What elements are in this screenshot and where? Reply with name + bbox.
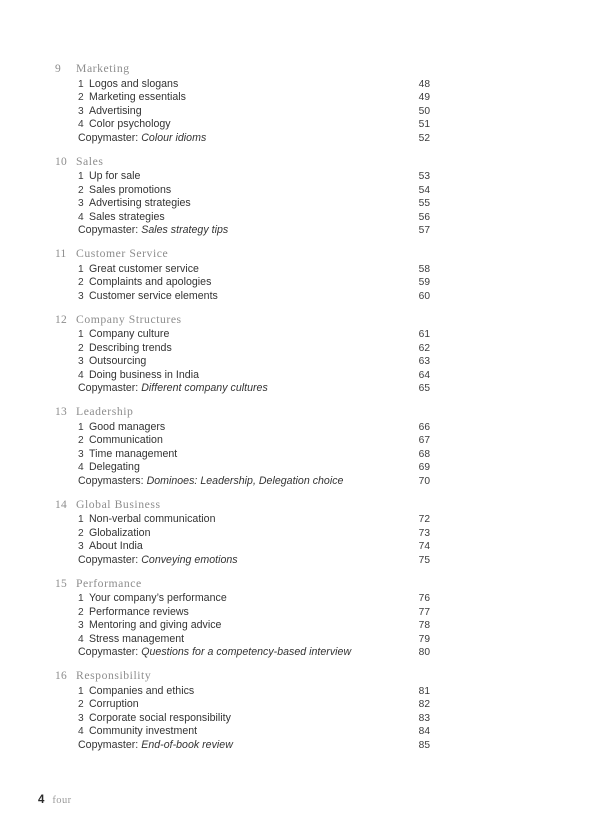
toc-entry-number: 4 — [78, 369, 84, 381]
toc-entry-page-number: 84 — [418, 726, 430, 737]
toc-copymaster-page-number: 65 — [418, 383, 430, 394]
toc-entry-number: 1 — [78, 171, 84, 182]
toc-entry[interactable] — [55, 118, 430, 132]
toc-entry-page-number: 64 — [418, 369, 430, 381]
toc-entry-page-number: 68 — [418, 448, 430, 460]
toc-chapter-heading[interactable] — [55, 247, 430, 261]
toc-copymaster-title: Different company cultures — [141, 382, 268, 394]
toc-entry-page-number: 67 — [418, 435, 430, 446]
toc-copymaster-title: Questions for a competency-based interview — [141, 646, 352, 658]
toc-chapter-number: 10 — [55, 155, 67, 168]
toc-entry[interactable] — [55, 606, 430, 620]
toc-entry-label: Great customer service — [89, 262, 199, 275]
toc-copymaster-prefix: Copymaster: — [78, 646, 142, 658]
toc-entry-label: Globalization — [89, 526, 151, 539]
toc-entry-page-number: 56 — [418, 211, 430, 223]
toc-copymaster-label — [78, 646, 406, 660]
toc-entry[interactable] — [55, 712, 430, 726]
toc-copymaster-label — [78, 382, 406, 396]
toc-entry[interactable] — [55, 685, 430, 699]
toc-entry-label: Delegating — [89, 461, 140, 473]
toc-entry-number: 2 — [78, 342, 84, 354]
toc-copymaster-label — [78, 132, 406, 146]
toc-entry[interactable] — [55, 290, 430, 304]
toc-copymaster-entry[interactable] — [55, 382, 430, 396]
toc-entry-label: Color psychology — [89, 118, 171, 130]
toc-entry[interactable] — [55, 105, 430, 119]
toc-entry-number: 1 — [78, 685, 84, 697]
toc-entry-number: 1 — [78, 329, 84, 340]
toc-chapter — [55, 313, 430, 396]
toc-copymaster-page-number: 70 — [418, 475, 430, 487]
toc-copymaster-prefix: Copymaster: — [78, 553, 142, 566]
toc-chapter-title: Company Structures — [76, 312, 182, 326]
toc-entry[interactable] — [55, 698, 430, 712]
toc-entry[interactable] — [55, 527, 430, 541]
toc-chapter-title: Customer Service — [76, 247, 169, 260]
toc-entry-label: Communication — [89, 434, 163, 446]
toc-entry[interactable] — [55, 170, 430, 184]
toc-chapter-heading[interactable] — [55, 577, 430, 591]
toc-entry-label: Logos and slogans — [89, 77, 179, 90]
toc-entry-page-number: 73 — [418, 527, 430, 539]
toc-entry[interactable] — [55, 369, 430, 383]
toc-entry-page-number: 58 — [418, 263, 430, 275]
toc-entry[interactable] — [55, 91, 430, 105]
toc-chapter-title: Sales — [76, 154, 104, 168]
toc-entry-page-number: 62 — [418, 342, 430, 354]
toc-entry-label: Companies and ethics — [89, 684, 195, 697]
toc-entry-number: 2 — [78, 184, 84, 196]
toc-entry-page-number: 59 — [418, 277, 430, 288]
toc-entry[interactable] — [55, 211, 430, 225]
toc-entry[interactable] — [55, 421, 430, 435]
folio-word: four — [52, 795, 72, 806]
toc-entry-page-number: 49 — [418, 92, 430, 103]
toc-chapter — [55, 155, 430, 238]
toc-copymaster-entry[interactable] — [55, 646, 430, 660]
toc-entry-number: 1 — [78, 514, 84, 525]
toc-entry-number: 3 — [78, 198, 84, 209]
toc-entry-number: 3 — [78, 290, 84, 302]
toc-entry[interactable] — [55, 276, 430, 290]
toc-entry-label: Performance reviews — [89, 605, 189, 618]
toc-chapter — [55, 577, 430, 660]
toc-entry-page-number: 48 — [418, 78, 430, 90]
toc-copymaster-entry[interactable] — [55, 475, 430, 489]
toc-entry-number: 4 — [78, 462, 84, 473]
toc-entry-page-number: 79 — [418, 633, 430, 645]
toc-copymaster-prefix: Copymaster: — [78, 131, 142, 144]
toc-copymaster-entry[interactable] — [55, 132, 430, 146]
toc-chapter-heading[interactable] — [55, 313, 430, 327]
toc-entry-number: 1 — [78, 78, 84, 90]
toc-chapter — [55, 498, 430, 568]
toc-entry[interactable] — [55, 461, 430, 475]
toc-entry[interactable] — [55, 540, 430, 554]
toc-entry-label: Advertising strategies — [89, 197, 191, 209]
toc-entry[interactable] — [55, 263, 430, 277]
toc-entry[interactable] — [55, 434, 430, 448]
toc-entry-number: 3 — [78, 712, 84, 724]
toc-entry-label: Corporate social responsibility — [89, 711, 231, 724]
page-footer — [38, 794, 72, 806]
toc-entry-page-number: 53 — [418, 171, 430, 182]
toc-entry-number: 3 — [78, 620, 84, 631]
toc-entry-label: Time management — [89, 447, 178, 460]
toc-entry-page-number: 61 — [418, 329, 430, 340]
toc-chapter-number: 13 — [55, 406, 67, 418]
toc-copymaster-title: Conveying emotions — [141, 553, 238, 566]
toc-copymaster-entry[interactable] — [55, 554, 430, 568]
toc-copymaster-label — [78, 475, 406, 489]
toc-chapter-heading[interactable] — [55, 155, 430, 169]
toc-copymaster-prefix: Copymaster: — [78, 738, 142, 751]
toc-entry[interactable] — [55, 725, 430, 739]
toc-chapter — [55, 405, 430, 488]
toc-chapter — [55, 669, 430, 752]
toc-entry-label: Good managers — [89, 420, 166, 433]
toc-entry-page-number: 74 — [418, 541, 430, 552]
toc-copymaster-prefix: Copymasters: — [78, 474, 147, 487]
toc-chapter-number: 15 — [55, 577, 67, 590]
toc-chapter-number: 12 — [55, 313, 67, 326]
toc-entry-number: 3 — [78, 541, 84, 552]
toc-entry-number: 3 — [78, 356, 84, 367]
toc-entry-label: Outsourcing — [89, 355, 147, 367]
table-of-contents — [55, 62, 430, 752]
toc-chapter-number: 9 — [55, 63, 61, 75]
toc-chapter-number: 14 — [55, 498, 67, 511]
toc-entry-label: Stress management — [89, 632, 185, 645]
toc-entry-label: Corruption — [89, 698, 139, 710]
toc-entry-page-number: 78 — [418, 620, 430, 631]
toc-entry-number: 2 — [78, 699, 84, 710]
toc-entry-label: Complaints and apologies — [89, 276, 212, 288]
toc-entry[interactable] — [55, 619, 430, 633]
toc-entry-label: About India — [89, 540, 143, 552]
toc-chapter-number: 16 — [55, 670, 67, 682]
toc-entry[interactable] — [55, 448, 430, 462]
toc-entry-number: 1 — [78, 263, 84, 275]
toc-chapter-heading[interactable] — [55, 405, 430, 419]
toc-chapter — [55, 62, 430, 145]
toc-entry-page-number: 60 — [418, 290, 430, 302]
toc-entry-page-number: 63 — [418, 356, 430, 367]
toc-entry-number: 1 — [78, 421, 84, 433]
toc-entry[interactable] — [55, 197, 430, 211]
toc-entry-page-number: 50 — [418, 105, 430, 117]
toc-copymaster-prefix: Copymaster: — [78, 382, 142, 394]
toc-copymaster-title: Colour idioms — [141, 131, 207, 144]
toc-entry-label: Sales promotions — [89, 183, 172, 196]
toc-entry[interactable] — [55, 78, 430, 92]
toc-copymaster-label — [78, 739, 406, 753]
toc-chapter-title: Leadership — [76, 405, 134, 418]
toc-entry-page-number: 51 — [418, 119, 430, 130]
toc-entry-page-number: 81 — [418, 685, 430, 697]
toc-entry-number: 2 — [78, 435, 84, 446]
toc-entry-page-number: 69 — [418, 462, 430, 473]
toc-entry-number: 2 — [78, 527, 84, 539]
toc-entry-number: 4 — [78, 119, 84, 130]
toc-entry-label: Community investment — [89, 725, 198, 737]
toc-copymaster-prefix: Copymaster: — [78, 224, 142, 236]
toc-entry-number: 2 — [78, 277, 84, 288]
toc-copymaster-label — [78, 554, 406, 568]
toc-entry-page-number: 66 — [418, 421, 430, 433]
toc-entry-page-number: 82 — [418, 699, 430, 710]
toc-chapter-number: 11 — [55, 248, 67, 260]
toc-entry-label: Non-verbal communication — [89, 513, 216, 525]
toc-copymaster-page-number: 57 — [418, 225, 430, 236]
toc-chapter-heading[interactable] — [55, 669, 430, 683]
toc-copymaster-page-number: 52 — [418, 132, 430, 144]
toc-copymaster-page-number: 85 — [418, 739, 430, 751]
toc-entry[interactable] — [55, 184, 430, 198]
toc-copymaster-label — [78, 224, 406, 238]
toc-entry-label: Your company’s performance — [89, 592, 227, 604]
toc-entry-number: 2 — [78, 92, 84, 103]
toc-copymaster-title: Sales strategy tips — [141, 224, 229, 236]
toc-copymaster-page-number: 80 — [418, 647, 430, 658]
toc-entry[interactable] — [55, 342, 430, 356]
toc-entry-label: Company culture — [89, 328, 170, 340]
folio-number: 4 — [38, 794, 45, 806]
toc-entry[interactable] — [55, 592, 430, 606]
toc-entry[interactable] — [55, 355, 430, 369]
toc-entry-page-number: 76 — [418, 593, 430, 604]
toc-entry-label: Customer service elements — [89, 289, 218, 302]
toc-entry-page-number: 83 — [418, 712, 430, 724]
toc-entry-number: 2 — [78, 606, 84, 618]
toc-entry-number: 4 — [78, 633, 84, 645]
toc-entry-label: Advertising — [89, 104, 142, 117]
toc-entry[interactable] — [55, 328, 430, 342]
toc-entry-label: Sales strategies — [89, 210, 165, 223]
toc-copymaster-title: End-of-book review — [141, 738, 233, 751]
toc-entry-number: 3 — [78, 448, 84, 460]
toc-entry-number: 4 — [78, 726, 84, 737]
toc-entry-number: 3 — [78, 105, 84, 117]
toc-entry-label: Up for sale — [89, 170, 141, 182]
toc-chapter-heading[interactable] — [55, 62, 430, 76]
toc-entry[interactable] — [55, 513, 430, 527]
toc-entry[interactable] — [55, 633, 430, 647]
toc-copymaster-title: Dominoes: Leadership, Delegation choice — [146, 474, 344, 487]
toc-chapter-heading[interactable] — [55, 498, 430, 512]
toc-entry-label: Describing trends — [89, 341, 172, 354]
toc-copymaster-entry[interactable] — [55, 739, 430, 753]
toc-chapter-title: Global Business — [76, 497, 161, 511]
toc-entry-page-number: 54 — [418, 184, 430, 196]
toc-entry-label: Doing business in India — [89, 368, 199, 381]
toc-chapter-title: Responsibility — [76, 669, 152, 682]
toc-entry-label: Marketing essentials — [89, 91, 186, 103]
toc-entry-number: 4 — [78, 211, 84, 223]
toc-entry-page-number: 72 — [418, 514, 430, 525]
toc-chapter — [55, 247, 430, 303]
toc-chapter-title: Marketing — [76, 62, 130, 75]
toc-entry-page-number: 55 — [418, 198, 430, 209]
toc-chapter-title: Performance — [76, 576, 142, 590]
toc-entry-page-number: 77 — [418, 606, 430, 618]
toc-copymaster-page-number: 75 — [418, 554, 430, 566]
toc-entry-label: Mentoring and giving advice — [89, 619, 222, 631]
toc-entry-number: 1 — [78, 593, 84, 604]
toc-copymaster-entry[interactable] — [55, 224, 430, 238]
